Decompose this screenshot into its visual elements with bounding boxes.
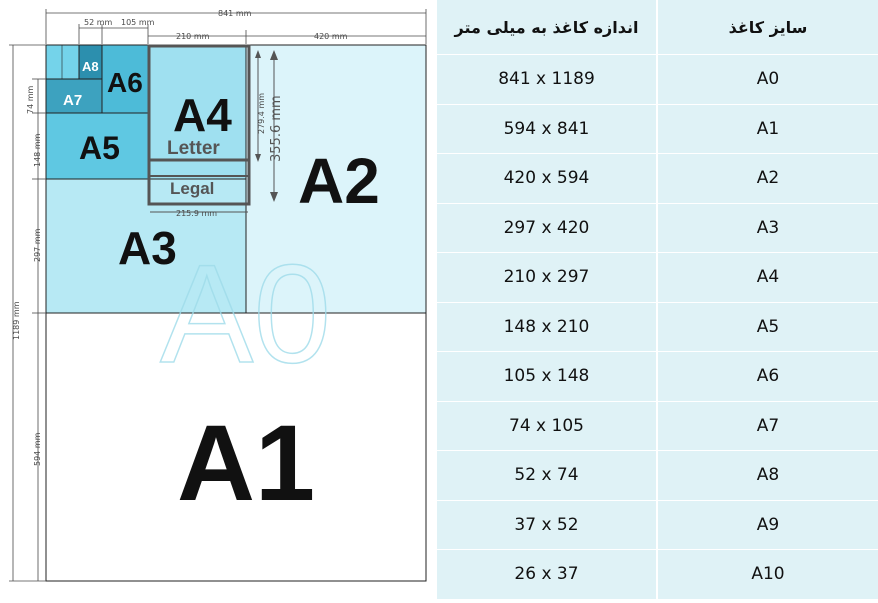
cell-paper-name: A8 — [656, 451, 878, 500]
cell-size-mm: 594 x 841 — [503, 118, 590, 139]
table-row — [437, 501, 878, 551]
cell-paper-name: A5 — [656, 303, 878, 352]
paper-size-svg — [0, 0, 436, 599]
table-row — [437, 55, 878, 105]
table-row — [437, 352, 878, 402]
legal-label: Legal — [170, 179, 215, 198]
dim-left-594: 594 mm — [33, 432, 42, 466]
cell-paper-name: A1 — [656, 105, 878, 154]
sheet-a7-label: A7 — [63, 92, 83, 109]
table-row — [437, 204, 878, 254]
paper-size-table — [437, 0, 878, 599]
dim-top-420: 420 mm — [314, 32, 348, 41]
table-row — [437, 550, 878, 600]
dim-left-1189: 1189 mm — [12, 301, 21, 340]
sheet-a6-label: A6 — [107, 67, 143, 98]
dim-width-215: 215.9 mm — [176, 209, 218, 218]
sheet-a3-label: A3 — [118, 222, 177, 274]
dim-top-210: 210 mm — [176, 32, 210, 41]
cell-paper-name: A3 — [656, 204, 878, 253]
cell-paper-name: A4 — [656, 253, 878, 302]
sheet-a9-area — [46, 45, 79, 79]
cell-paper-name: A10 — [656, 550, 878, 599]
cell-paper-name: A2 — [656, 154, 878, 203]
table-row — [437, 154, 878, 204]
cell-size-mm: 74 x 105 — [509, 415, 584, 436]
cell-size-mm: 841 x 1189 — [498, 69, 595, 90]
table-row — [437, 402, 878, 452]
table-row — [437, 253, 878, 303]
table-header-row — [437, 0, 878, 55]
cell-size-mm: 26 x 37 — [514, 564, 579, 585]
table-row — [437, 303, 878, 353]
sheet-a8-label: A8 — [82, 59, 99, 74]
sheet-a5-label: A5 — [79, 130, 120, 166]
sheet-a2-label: A2 — [298, 145, 380, 217]
header-size-mm: اندازه کاغذ به میلی متر — [454, 17, 639, 37]
cell-size-mm: 105 x 148 — [503, 366, 590, 387]
dim-legal-355: 355.6 mm — [269, 95, 284, 162]
cell-size-mm: 420 x 594 — [503, 168, 590, 189]
header-paper-size: سایز کاغذ — [656, 0, 878, 54]
cell-size-mm: 297 x 420 — [503, 217, 590, 238]
letter-label: Letter — [167, 138, 220, 159]
cell-paper-name: A0 — [656, 55, 878, 104]
table-row — [437, 451, 878, 501]
dim-top-841: 841 mm — [218, 9, 252, 18]
cell-size-mm: 210 x 297 — [503, 267, 590, 288]
dim-top-52: 52 mm — [84, 18, 113, 27]
dim-left-148: 148 mm — [33, 133, 42, 167]
cell-paper-name: A6 — [656, 352, 878, 401]
dim-left-297: 297 mm — [33, 228, 42, 262]
paper-size-diagram — [0, 0, 436, 599]
sheet-a0-label: A0 — [160, 235, 332, 392]
cell-paper-name: A7 — [656, 402, 878, 451]
cell-size-mm: 37 x 52 — [514, 514, 579, 535]
cell-paper-name: A9 — [656, 501, 878, 550]
dim-top-105: 105 mm — [121, 18, 155, 27]
table-row — [437, 105, 878, 155]
dim-left-74: 74 mm — [26, 85, 35, 114]
dim-letter-279: 279.4 mm — [257, 92, 266, 134]
sheet-a1-label: A1 — [177, 402, 316, 523]
sheet-a4-label: A4 — [173, 89, 232, 141]
cell-size-mm: 52 x 74 — [514, 465, 579, 486]
cell-size-mm: 148 x 210 — [503, 316, 590, 337]
